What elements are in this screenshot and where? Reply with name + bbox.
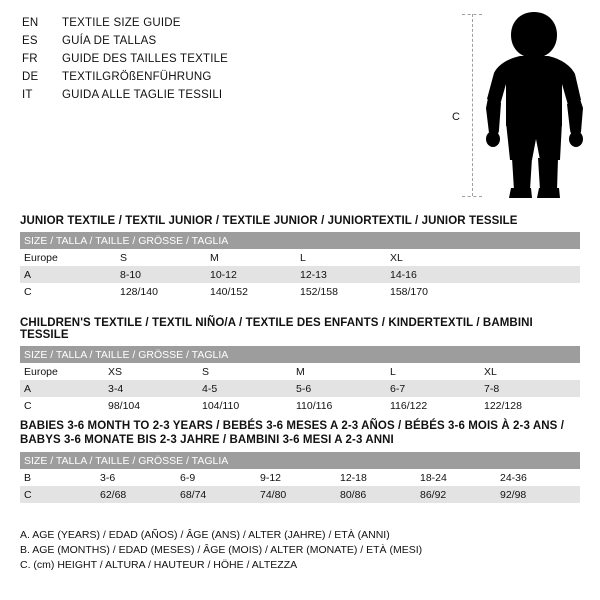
language-code: ES [22,35,38,47]
row-label: C [24,285,32,298]
cell: 12-18 [340,471,367,484]
row-label: B [24,471,32,484]
table-header-row [20,346,580,363]
row-label: Europe [24,251,58,264]
section-junior [20,215,580,300]
cell: 74/80 [260,486,340,503]
table-row [20,283,580,300]
cell: XL [390,251,403,264]
cell: 68/74 [180,486,260,503]
cell: 104/110 [202,399,240,412]
cell: 4-5 [202,380,296,397]
cell: 3-4 [108,380,202,397]
table-header-row [20,232,580,249]
cell: 6-9 [180,471,196,484]
table-row [20,249,580,266]
language-title: TEXTILGRÖßENFÜHRUNG [62,71,212,83]
header-row [22,50,442,68]
section-children [20,317,580,414]
cell: 158/170 [390,285,428,298]
header-row [22,86,442,104]
language-code: DE [22,71,39,83]
cell: S [120,251,128,264]
cell: 86/92 [420,486,500,503]
cell: 152/158 [300,285,338,298]
language-title: GUÍA DE TALLAS [62,35,157,47]
children-size-table [20,346,580,414]
cell [480,283,580,300]
language-title: GUIDA ALLE TAGLIE TESSILI [62,89,223,101]
table-row [20,380,580,397]
row-label: A [20,266,120,283]
table-row [20,469,580,486]
cell: M [210,251,219,264]
cell: 140/152 [210,285,248,298]
language-title: TEXTILE SIZE GUIDE [62,17,181,29]
row-label: C [24,399,32,412]
header-row [22,14,442,32]
language-title: GUIDE DES TAILLES TEXTILE [62,53,229,65]
cell: 14-16 [390,266,480,283]
cell: 7-8 [484,380,580,397]
legend-item-height: C. (cm) HEIGHT / ALTURA / HAUTEUR / HÖHE / ALTEZZA [20,559,298,571]
table-row [20,397,580,414]
table-row [20,486,580,503]
cell [480,249,580,266]
language-header [22,14,442,104]
cell: L [300,251,306,264]
cell: 62/68 [100,486,180,503]
cell: 80/86 [340,486,420,503]
section-title: CHILDREN'S TEXTILE / TEXTIL NIÑO/A / TEXTILE DES ENFANTS / KINDERTEXTIL / BAMBINI TESSILE [20,317,533,341]
legend-item-age-months: B. AGE (MONTHS) / EDAD (MESES) / ÂGE (MOIS) / ALTER (MONATE) / ETÀ (MESI) [20,544,423,556]
height-guide-tick-bottom [462,196,482,197]
babies-size-table [20,452,580,503]
cell: 6-7 [390,380,484,397]
cell: 9-12 [260,471,282,484]
table-header-label: SIZE / TALLA / TAILLE / GRÖSSE / TAGLIA [20,452,580,469]
cell: XS [108,365,123,378]
cell: 98/104 [108,399,141,412]
legend [20,528,580,573]
cell: 128/140 [120,285,158,298]
cell: XL [484,365,497,378]
cell: 18-24 [420,471,447,484]
cell: 24-36 [500,471,527,484]
table-header-label: SIZE / TALLA / TAILLE / GRÖSSE / TAGLIA [20,232,580,249]
language-code: IT [22,89,33,101]
cell: 3-6 [100,471,116,484]
cell: M [296,365,305,378]
cell: 92/98 [500,486,580,503]
header-row [22,32,442,50]
height-guide-line [472,14,473,196]
table-row [20,266,580,283]
table-header-row [20,452,580,469]
row-label: A [20,380,108,397]
junior-size-table [20,232,580,300]
cell: L [390,365,396,378]
section-babies [20,419,580,503]
cell: 116/122 [390,399,428,412]
section-title: BABIES 3-6 MONTH TO 2-3 YEARS / BEBÉS 3-6 MESES A 2-3 AÑOS / BÉBÉS 3-6 MOIS À 2-3 ANS / BABYS 3-6 MONATE BIS 2-3 JAHRE / BAMBINI 3-6 MESI A 2-3 ANNI [20,420,564,446]
section-title: JUNIOR TEXTILE / TEXTIL JUNIOR / TEXTILE JUNIOR / JUNIORTEXTIL / JUNIOR TESSILE [20,215,518,227]
cell: 110/116 [296,399,333,412]
cell [480,266,580,283]
language-code: FR [22,53,38,65]
cell: S [202,365,210,378]
header-row [22,68,442,86]
row-label: C [20,486,100,503]
cell: 8-10 [120,266,210,283]
height-guide-tick-top [462,14,482,15]
toddler-silhouette-icon [480,8,590,203]
table-header-label: SIZE / TALLA / TAILLE / GRÖSSE / TAGLIA [20,346,580,363]
child-figure [450,8,590,203]
cell: 10-12 [210,266,300,283]
cell: 12-13 [300,266,390,283]
table-row [20,363,580,380]
row-label: Europe [24,365,58,378]
cell: 122/128 [484,399,522,412]
height-measure-label: C [452,111,460,123]
language-code: EN [22,17,39,29]
legend-item-age-years: A. AGE (YEARS) / EDAD (AÑOS) / ÂGE (ANS) / ALTER (JAHRE) / ETÀ (ANNI) [20,529,390,541]
cell: 5-6 [296,380,390,397]
